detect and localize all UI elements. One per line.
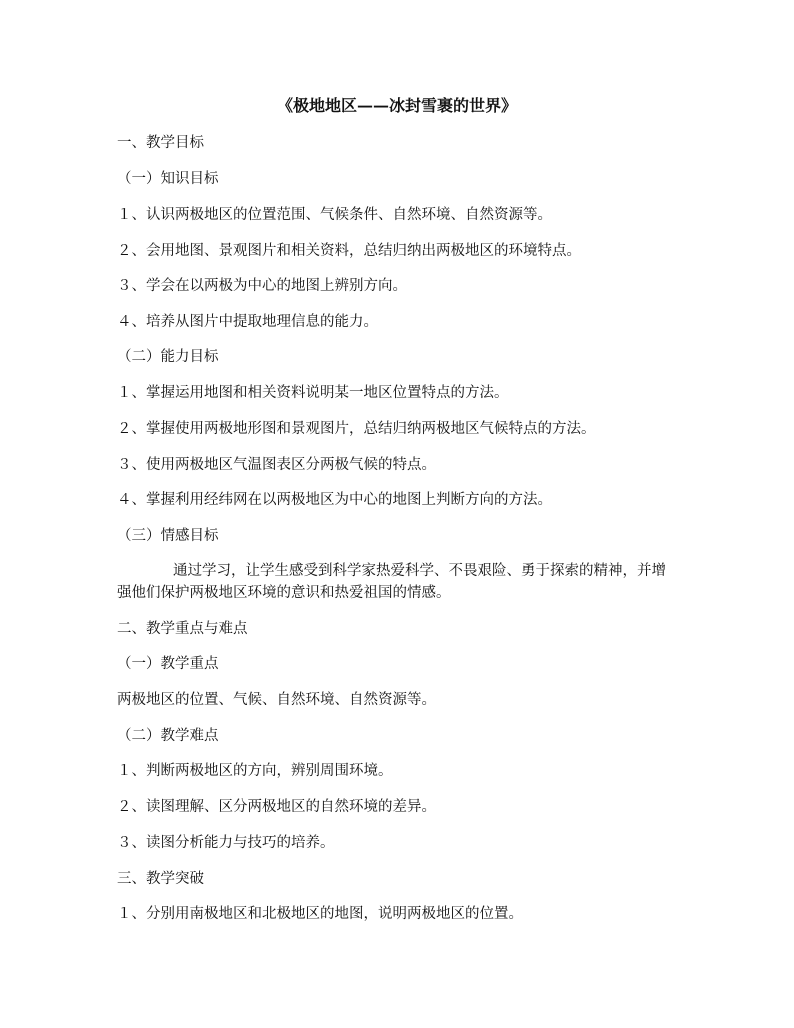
list-item: １、判断两极地区的方向，辨别周围环境。 [117, 763, 393, 779]
subheading-knowledge-goals: （一）知识目标 [117, 171, 219, 187]
subheading-teaching-key-points: （一）教学重点 [117, 656, 219, 672]
subheading-teaching-difficulties: （二）教学难点 [117, 728, 219, 744]
paragraph-emotion-goals: 通过学习，让学生感受到科学家热爱科学、不畏艰险、勇于探索的精神，并增强他们保护两极地区环境的意识和热爱祖国的情感。 [117, 563, 666, 601]
section-heading-breakthrough: 三、教学突破 [117, 871, 204, 887]
subheading-ability-goals: （二）能力目标 [117, 349, 219, 365]
section-heading-teaching-goals: 一、教学目标 [117, 135, 204, 151]
section-heading-key-points: 二、教学重点与难点 [117, 621, 248, 637]
list-item: ４、培养从图片中提取地理信息的能力。 [117, 314, 378, 330]
list-item: ２、掌握使用两极地形图和景观图片，总结归纳两极地区气候特点的方法。 [117, 421, 596, 437]
list-item: ３、学会在以两极为中心的地图上辨别方向。 [117, 278, 407, 294]
list-item: ２、读图理解、区分两极地区的自然环境的差异。 [117, 799, 436, 815]
list-item: １、分别用南极地区和北极地区的地图，说明两极地区的位置。 [117, 906, 523, 922]
paragraph-key-points: 两极地区的位置、气候、自然环境、自然资源等。 [117, 692, 436, 708]
subheading-emotion-goals: （三）情感目标 [117, 528, 219, 544]
list-item: ２、会用地图、景观图片和相关资料，总结归纳出两极地区的环境特点。 [117, 243, 581, 259]
list-item: ４、掌握利用经纬网在以两极地区为中心的地图上判断方向的方法。 [117, 492, 552, 508]
list-item: ３、使用两极地区气温图表区分两极气候的特点。 [117, 457, 436, 473]
list-item: ３、读图分析能力与技巧的培养。 [117, 835, 335, 851]
list-item: １、掌握运用地图和相关资料说明某一地区位置特点的方法。 [117, 385, 509, 401]
list-item: １、认识两极地区的位置范围、气候条件、自然环境、自然资源等。 [117, 207, 552, 223]
document-title: 《极地地区——冰封雪裹的世界》 [276, 96, 517, 115]
